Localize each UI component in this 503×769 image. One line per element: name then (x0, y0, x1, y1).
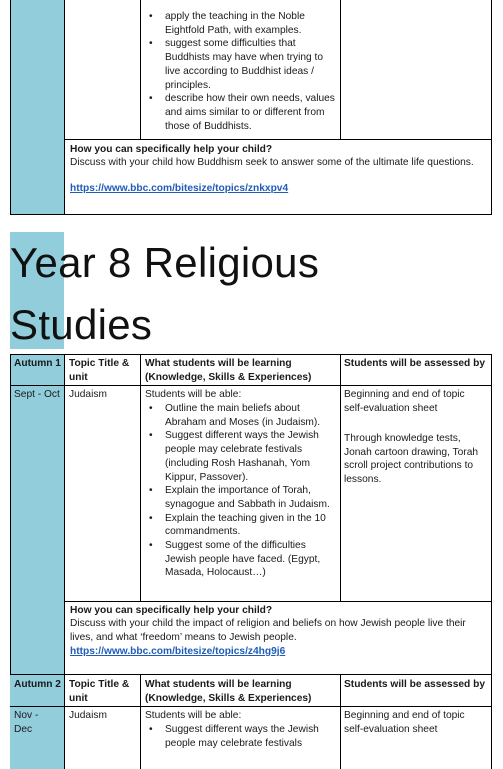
autumn1-help-text: Discuss with your child the impact of religion and beliefs on how Jewish people live their lives, and what ‘freedom’ means to Jewish people. (70, 618, 466, 643)
list-item: • suggest some difficulties that Buddhists may have when trying to live according to Buddhist ideas / principles. (144, 37, 339, 92)
autumn2-assess-1: Beginning and end of topic self-evaluation sheet (344, 710, 465, 735)
top-help-heading: How you can specifically help your child? (70, 144, 273, 155)
list-item: • Outline the main beliefs about Abraham and Moses (in Judaism). (144, 402, 339, 429)
autumn2-term-label: Autumn 2 (14, 679, 61, 690)
header-topic: Topic Title & unit (69, 358, 130, 383)
autumn1-help-link[interactable]: https://www.bbc.com/bitesize/topics/z4hg9j6 (70, 646, 286, 657)
autumn1-help-heading: How you can specifically help your child? (70, 605, 273, 616)
autumn2-period: Nov - Dec (14, 710, 39, 735)
list-item: • Suggest some of the difficulties Jewish people have faced. (Egypt, Masada, Holocaust…) (144, 539, 339, 580)
header-learning-2: What students will be learning (Knowledge, Skills & Experiences) (145, 679, 312, 704)
header-assessed: Students will be assessed by (344, 358, 485, 369)
header-topic-2: Topic Title & unit (69, 679, 130, 704)
page-title-line2: Studies (10, 301, 153, 348)
autumn1-term-label: Autumn 1 (14, 358, 61, 369)
autumn1-topic: Judaism (69, 389, 107, 400)
autumn1-learning-bullets (144, 402, 339, 580)
list-item: • apply the teaching in the Noble Eightfold Path, with examples. (144, 10, 339, 37)
autumn1-assess-2: Through knowledge tests, Jonah cartoon drawing, Torah scroll project contributions to lessons. (344, 433, 479, 486)
autumn2-learning-bullets (144, 723, 339, 750)
list-item: • Suggest different ways the Jewish people may celebrate festivals (144, 723, 339, 750)
list-item: • Explain the importance of Torah, synagogue and Sabbath in Judaism. (144, 484, 339, 511)
autumn1-assess-1: Beginning and end of topic self-evaluation sheet (344, 389, 465, 414)
list-item: • Explain the teaching given in the 10 commandments. (144, 512, 339, 539)
top-help-link[interactable]: https://www.bbc.com/bitesize/topics/znkxpv4 (70, 183, 289, 194)
list-item: • Suggest different ways the Jewish people may celebrate festivals (including Rosh Hashanah, Yom Kippur, Passover). (144, 429, 339, 484)
autumn2-intro: Students will be able: (145, 710, 242, 721)
autumn1-period: Sept - Oct (14, 389, 60, 400)
top-term-cell (10, 0, 64, 214)
autumn1-intro: Students will be able: (145, 389, 242, 400)
autumn2-topic: Judaism (69, 710, 107, 721)
top-help-text: Discuss with your child how Buddhism seek to answer some of the ultimate life questions. (70, 157, 474, 168)
top-learning-bullets (144, 10, 339, 133)
page-title-line1: Year 8 Religious (10, 239, 320, 286)
header-learning: What students will be learning (Knowledge, Skills & Experiences) (145, 358, 312, 383)
list-item: • describe how their own needs, values and aims similar to or different from those of Buddhists. (144, 92, 339, 133)
autumn1-term-cell (10, 355, 64, 674)
header-assessed-2: Students will be assessed by (344, 679, 485, 690)
